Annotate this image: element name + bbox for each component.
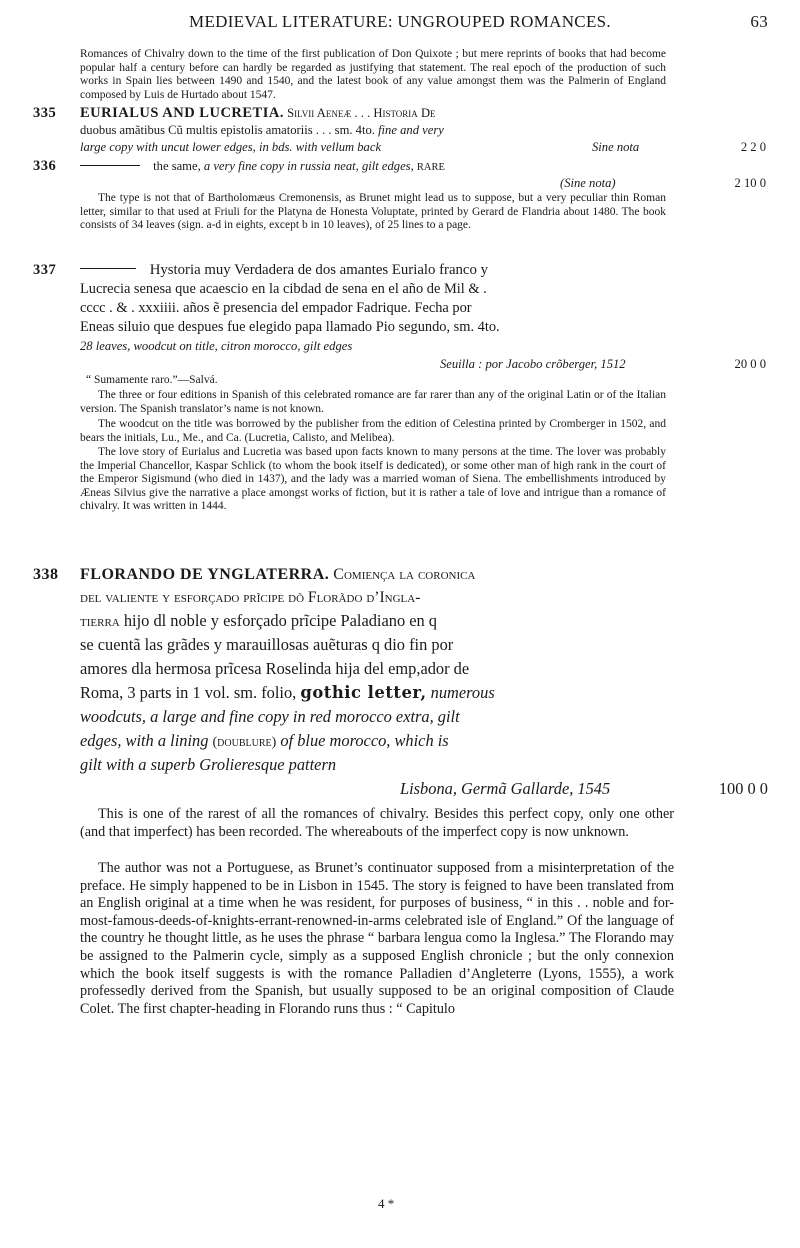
entry-335-line3: large copy with uncut lower edges, in bds. with vellum back bbox=[80, 140, 382, 154]
entry-title-start: Comiença la coronica bbox=[333, 566, 476, 583]
entry-description: fine and very bbox=[378, 123, 444, 137]
entry-note: The love story of Eurialus and Lucretia was based upon facts known to many persons at the time. The lover was probably the Imperial Chancellor, Kaspar Schlick (to whom the book itself is dedicated), or some other man of high rank in the court of the Emperor Sigismund (who died in 1437), and the lady was a married woman of Siena. The embellishments introduced by Æneas Silvius give the narrative a place amongst works of fiction, but it is rather a tale of love and intrigue than a romance of chivalry. It was written in 1444. bbox=[80, 446, 666, 513]
entry-title-start: Silvii Aeneæ . . . Historia De bbox=[287, 106, 436, 120]
entry-description: a very fine copy in russia neat, gilt edges, bbox=[203, 159, 414, 173]
entry-335-line2 bbox=[80, 122, 444, 138]
signature-mark: 4 * bbox=[378, 1196, 395, 1211]
entry-title: duobus amãtibus Cũ multis epistolis amatoriis . . . sm. 4to. bbox=[80, 123, 375, 137]
entry-note: The type is not that of Bartholomæus Cremonensis, as Brunet might lead us to suppose, but a very peculiar thin Roman letter, similar to that used at Friuli for the Platyna de Honesta Voluptate, printed by Gerard de Flandria about 1480. The book consists of 34 leaves (sign. a-d in eights, except b in 10 leaves), of 25 lines to a page. bbox=[80, 192, 666, 232]
entry-note: The author was not a Portuguese, as Brunet’s continuator supposed from a misinterpretation of the preface. He simply happened to be in Lisbon in 1545. The story is feigned to have been translated from an English original at a time when he was resident, for purposes of business, “ in this . . noble and for-most-famous-deeds-of-knights-errant-renowned-in-arms celebrated isle of England.” Of the language of the country he thought little, as he uses the phrase “ barbara lengua como la Inglesa.” The Florando may be assigned to the Palmerin cycle, simply as a supposed English chronicle ; but the only connexion which the book itself suggests is with the romance Palladien d’Angleterre (Lyons, 1555), a work professedly derived from the Spanish, but usually supposed to be an original composition of Claude Colet. The first chapter-heading in Florando runs thus : “ Capitulo bbox=[80, 860, 674, 1017]
header-title: MEDIEVAL LITERATURE: UNGROUPED ROMANCES. bbox=[189, 12, 611, 31]
entry-338-line4: se cuentã las grãdes y marauillosas auẽturas q dio fin por bbox=[80, 635, 454, 654]
gothic-letter: gothic letter, bbox=[300, 683, 427, 702]
entry-note: This is one of the rarest of all the romances of chivalry. Besides this perfect copy, only one other (and that imperfect) has been recorded. The whereabouts of the imperfect copy is now unknown. bbox=[80, 806, 674, 840]
entry-number: 336 bbox=[33, 158, 57, 174]
ditto-rule bbox=[80, 268, 136, 269]
entry-description-caps: (doublure) bbox=[212, 735, 277, 750]
imprint: Seuilla : por Jacobo crõberger, 1512 bbox=[440, 357, 626, 371]
entry-338-line5: amores dla hermosa prĩcesa Roselinda hija del emp,ador de bbox=[80, 659, 470, 678]
imprint: Lisbona, Germã Gallarde, 1545 bbox=[400, 779, 611, 798]
entry-number: 337 bbox=[33, 262, 57, 278]
entry-337-line3: cccc . & . xxxiiii. años ẽ presencia del empador Fadrique. Fecha por bbox=[80, 300, 472, 316]
entry-title: hijo dl noble y esforçado prĩcipe Paladiano en q bbox=[123, 611, 437, 630]
imprint: Sine nota bbox=[592, 140, 640, 154]
entry-336-line1 bbox=[80, 158, 445, 176]
entry-338-line1 bbox=[80, 566, 475, 584]
price: 2 10 0 bbox=[734, 176, 766, 190]
entry-338-line6 bbox=[80, 682, 495, 704]
entry-description: numerous bbox=[430, 683, 495, 702]
entry-note: The woodcut on the title was borrowed by the publisher from the edition of Celestina printed by Cromberger in 1502, and bears the initials, Lu., Me., and Ca. (Lucretia, Calisto, and Melibea). bbox=[80, 418, 666, 444]
entry-heading: EURIALUS AND LUCRETIA. bbox=[80, 105, 284, 121]
entry-quote: “ Sumamente raro.”—Salvá. bbox=[86, 374, 218, 386]
price: 20 0 0 bbox=[734, 357, 766, 371]
entry-337-line4: Eneas siluio que despues fue elegido papa llamado Pio segundo, sm. 4to. bbox=[80, 319, 500, 335]
entry-note: The three or four editions in Spanish of this celebrated romance are far rarer than any of the original Latin or of the Italian version. The Spanish translator’s name is not known. bbox=[80, 389, 666, 415]
rarity-tag: RARE bbox=[416, 162, 445, 173]
entry-337-line5: 28 leaves, woodcut on title, citron morocco, gilt edges bbox=[80, 339, 353, 353]
page-number: 63 bbox=[750, 12, 768, 31]
entry-title: Hystoria muy Verdadera de dos amantes Eurialo franco y bbox=[149, 262, 489, 278]
entry-337-line1 bbox=[80, 262, 488, 278]
price: 2 2 0 bbox=[740, 140, 766, 154]
price: 100 0 0 bbox=[718, 779, 768, 798]
entry-338-line9: gilt with a superb Grolieresque pattern bbox=[80, 755, 337, 774]
entry-338-line8 bbox=[80, 730, 449, 754]
ditto-rule bbox=[80, 165, 140, 166]
entry-description: of blue morocco, which is bbox=[280, 731, 449, 750]
intro-note: Romances of Chivalry down to the time of the first publication of Don Quixote ; but mere reprints of books that had become popular half a century before can hardly be regarded as justifying that statement. The real epoch of the production of such works in Spain lies between 1490 and 1540, and the latest book of any value amongst them was the Palmerin of England composed by Luis de Hurtado about 1547. bbox=[80, 48, 666, 101]
entry-title: the same, bbox=[153, 159, 201, 173]
entry-format: Roma, 3 parts in 1 vol. sm. folio, bbox=[80, 683, 297, 702]
entry-338-line2: del valiente y esforçado prĩcipe dõ Florãdo d’Ingla- bbox=[80, 589, 421, 606]
imprint: (Sine nota) bbox=[560, 176, 616, 190]
entry-title-caps: tierra bbox=[80, 614, 120, 630]
entry-heading: FLORANDO DE YNGLATERRA. bbox=[80, 566, 330, 583]
entry-338-line7: woodcuts, a large and fine copy in red morocco extra, gilt bbox=[80, 707, 460, 726]
entry-338-line3 bbox=[80, 610, 437, 633]
entry-335-line1 bbox=[80, 105, 666, 121]
entry-number: 335 bbox=[33, 105, 57, 121]
entry-description: edges, with a lining bbox=[80, 731, 209, 750]
running-header bbox=[32, 12, 768, 38]
entry-number: 338 bbox=[33, 566, 59, 583]
entry-337-line2: Lucrecia senesa que acaescio en la cibdad de sena en el año de Mil & . bbox=[80, 281, 487, 297]
